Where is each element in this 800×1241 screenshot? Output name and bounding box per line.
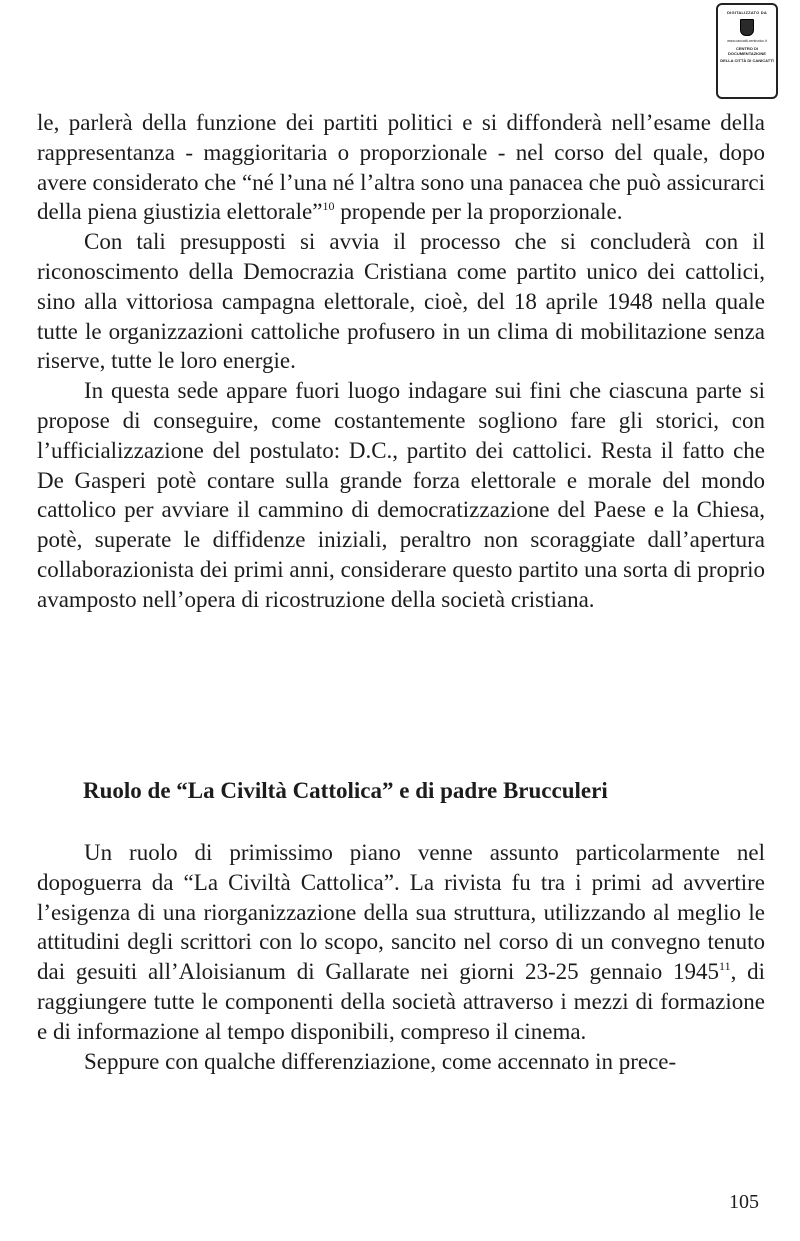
footnote-ref-10: 10 <box>322 199 335 214</box>
paragraph-5: Seppure con qualche differenziazione, come accennato in prece- <box>84 1048 677 1074</box>
stamp-url: www.cancatti-centrodoc.it <box>727 39 767 43</box>
city-seal-icon <box>740 19 754 36</box>
paragraph-2: Con tali presupposti si avvia il processo che si concluderà con il riconoscimento della Democrazia Cristiana come partito unico dei cattolici, sino alla vittoriosa campagna elettorale, cioè, del 18 aprile 1948 nella quale tutte le organizzazioni cattoliche profusero in un clima di mobilitazione senza riserve, tutte le loro energie. <box>37 229 765 374</box>
section-heading: Ruolo de “La Civiltà Cattolica” e di padre Brucculeri <box>83 778 608 803</box>
paragraph-4 <box>37 838 765 1047</box>
section-body-text <box>37 838 765 1076</box>
digitization-stamp <box>716 3 778 99</box>
body-text <box>37 108 765 615</box>
paragraph-1-text-end: propende per la proporzionale. <box>334 199 623 225</box>
page-number: 105 <box>729 1191 759 1213</box>
stamp-institution-line2: DELLA CITTÀ DI CANICATTÌ <box>720 58 774 63</box>
paragraph-4-text: Un ruolo di primissimo piano venne assunto particolarmente nel dopoguerra da “La Civiltà Cattolica”. La rivista fu tra i primi ad avvertire l’esigenza di una riorganizzazione della sua struttura, utilizzando al meglio le attitudini degli scrittori con lo scopo, sancito nel corso di un convegno tenuto dai gesuiti all’Aloisianum di Gallarate nei giorni 23-25 gennaio 1945 <box>37 840 765 985</box>
paragraph-3: In questa sede appare fuori luogo indagare sui fini che ciascuna parte si propose di conseguire, come costantemente sogliono fare gli storici, con l’ufficializzazione del postulato: D.C., partito dei cattolici. Resta il fatto che De Gasperi potè contare sulla grande forza elettorale e morale del mondo cattolico per avviare il cammino di democratizzazione del Paese e la Chiesa, potè, superate le diffidenze iniziali, peraltro non scoraggiate dall’apertura collaborazionista dei primi anni, considerare questo partito una sorta di proprio avamposto nell’opera di ricostruzione della società cristiana. <box>37 378 765 612</box>
stamp-title: DIGITALIZZATO DA <box>727 10 767 15</box>
paragraph-1-text: le, parlerà della funzione dei partiti politici e si diffonderà nell’esame della rappresentanza - maggioritaria o proporzionale - nel corso del quale, dopo avere considerato che “né l’una né l’altra sono una panacea che può assicurarci della piena giustizia elettorale” <box>37 110 765 225</box>
paragraph-1 <box>37 108 765 227</box>
footnote-ref-11: 11 <box>719 959 731 974</box>
stamp-institution-line1: CENTRO DI DOCUMENTAZIONE <box>728 46 766 56</box>
paragraph-4-text-end: , di raggiungere tutte le componenti della società attraverso i mezzi di formazione e di informazione al tempo disponibili, compreso il cinema. <box>37 959 766 1044</box>
